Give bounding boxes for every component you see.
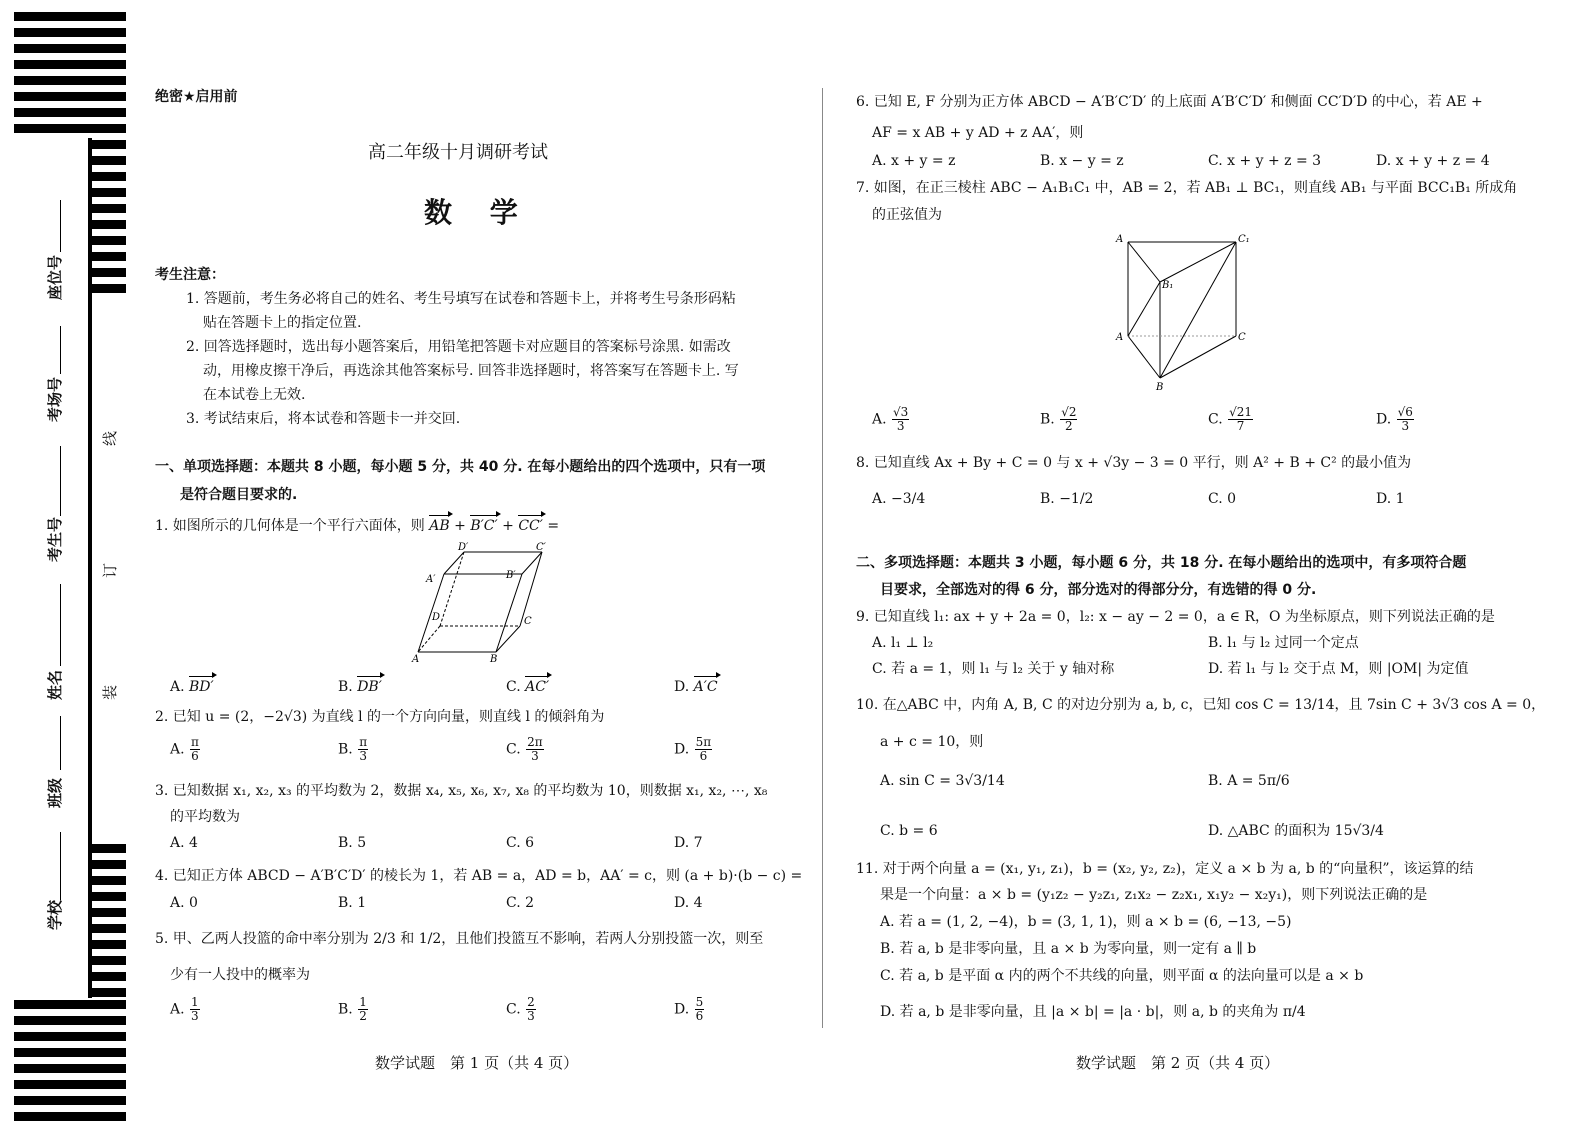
barcode-bar <box>92 972 126 981</box>
q8-option-d[interactable]: D. 1 <box>1376 491 1405 507</box>
barcode-bar <box>92 236 126 245</box>
fill-line <box>60 584 61 666</box>
barcode-bar <box>14 124 126 133</box>
q2-stem: 2. 已知 u = (2，−2√3) 为直线 l 的一个方向向量，则直线 l 的倾斜角为 <box>155 709 605 725</box>
q5-stem: 5. 甲、乙两人投篮的命中率分别为 2/3 和 1/2，且他们投篮互不影响，若两人分别投篮一次，则至 <box>155 931 764 947</box>
parallelepiped-figure <box>408 540 558 664</box>
fill-line <box>60 326 61 374</box>
q4-stem: 4. 已知正方体 ABCD − A′B′C′D′ 的棱长为 1，若 AB = a，AD = b，AA′ = c，则 (a + b)·(b − c) = <box>155 868 803 884</box>
barcode-bar <box>14 1096 126 1105</box>
barcode-bar <box>92 172 126 181</box>
binding-strip <box>0 0 130 1138</box>
q3-option-a[interactable]: A. 4 <box>170 835 198 851</box>
vertex-label: A <box>412 654 420 664</box>
barcode-bar <box>14 76 126 85</box>
vertex-label: B <box>1156 382 1164 393</box>
q11-stem-cont: 果是一个向量：a × b = (y₁z₂ − y₂z₁, z₁x₂ − z₂x₁, x₁y₂ − x₂y₁)，则下列说法正确的是 <box>880 887 1428 903</box>
barcode-bar <box>92 204 126 213</box>
q7-option-a[interactable]: A. $\frac{√3}{3}$ <box>872 405 909 433</box>
barcode-bar <box>92 924 126 933</box>
q11-option-b[interactable]: B. 若 a, b 是非零向量，且 a × b 为零向量，则一定有 a ∥ b <box>880 941 1257 957</box>
q7-option-b[interactable]: B. $\frac{√2}{2}$ <box>1040 405 1077 433</box>
q9-option-d[interactable]: D. 若 l₁ 与 l₂ 交于点 M，则 |OM| 为定值 <box>1208 661 1469 677</box>
q4-option-c[interactable]: C. 2 <box>506 895 535 911</box>
q5-stem-cont: 少有一人投中的概率为 <box>170 967 310 983</box>
note-line: 贴在答题卡上的指定位置. <box>203 315 362 331</box>
q8-stem: 8. 已知直线 Ax + By + C = 0 与 x + √3y − 3 = 0 平行，则 A² + B + C² 的最小值为 <box>856 455 1412 471</box>
vertex-label: C <box>1238 332 1246 343</box>
note-line: 3. 考试结束后，将本试卷和答题卡一并交回. <box>186 411 461 427</box>
barcode-bar <box>14 44 126 53</box>
q5-option-b[interactable]: B. $\frac{1}{2}$ <box>338 995 367 1023</box>
q9-option-a[interactable]: A. l₁ ⊥ l₂ <box>872 635 934 651</box>
q6-option-b[interactable]: B. x − y = z <box>1040 153 1124 169</box>
barcode-bar <box>92 268 126 277</box>
barcode-bar <box>14 92 126 101</box>
q9-stem: 9. 已知直线 l₁: ax + y + 2a = 0，l₂: x − ay − 2 = 0，a ∈ R，O 为坐标原点，则下列说法正确的是 <box>856 609 1495 625</box>
vertex-label: B₁ <box>1162 280 1174 291</box>
q6-option-a[interactable]: A. x + y = z <box>872 153 956 169</box>
q4-option-a[interactable]: A. 0 <box>170 895 198 911</box>
q9-option-b[interactable]: B. l₁ 与 l₂ 过同一个定点 <box>1208 635 1359 651</box>
q6-option-c[interactable]: C. x + y + z = 3 <box>1208 153 1322 169</box>
barcode-bar <box>92 908 126 917</box>
q4-option-b[interactable]: B. 1 <box>338 895 367 911</box>
barcode-bar <box>92 940 126 949</box>
barcode-bar <box>92 252 126 261</box>
barcode-bar <box>14 1032 126 1041</box>
school-label: 学校 <box>46 899 64 930</box>
q9-option-c[interactable]: C. 若 a = 1，则 l₁ 与 l₂ 关于 y 轴对称 <box>872 661 1115 677</box>
footer-page1: 数学试题 第 1 页（共 4 页） <box>375 1054 579 1072</box>
barcode-bar <box>14 12 126 21</box>
q5-option-d[interactable]: D. $\frac{5}{6}$ <box>674 995 704 1023</box>
vertex-label: C₁ <box>1238 234 1250 245</box>
barcode-bar <box>14 1064 126 1073</box>
subject-title: 数 学 <box>424 196 532 229</box>
q7-stem-cont: 的正弦值为 <box>872 207 942 223</box>
barcode-bar <box>92 140 126 149</box>
q10-stem-cont: a + c = 10，则 <box>880 734 984 750</box>
pack-char: 装 <box>101 684 120 701</box>
barcode-bar <box>14 1016 126 1025</box>
q3-option-c[interactable]: C. 6 <box>506 835 535 851</box>
vertex-label: A′ <box>426 574 436 585</box>
q6-stem-cont: AF = x AB + y AD + z AA′，则 <box>872 125 1084 141</box>
note-line: 1. 答题前，考生务必将自己的姓名、考生号填写在试卷和答题卡上，并将考生号条形码粘 <box>186 291 736 307</box>
barcode-bar <box>92 860 126 869</box>
q10-option-d[interactable]: D. △ABC 的面积为 15√3/4 <box>1208 823 1384 839</box>
vertex-label: B <box>490 654 498 664</box>
q1-stem: 1. 如图所示的几何体是一个平行六面体，则 AB + B′C′ + CC′ = <box>155 518 560 534</box>
section1-heading: 一、单项选择题：本题共 8 小题，每小题 5 分，共 40 分. 在每小题给出的四个选项中，只有一项 <box>155 459 766 475</box>
q7-option-c[interactable]: C. $\frac{√21}{7}$ <box>1208 405 1253 433</box>
room-label: 考场号 <box>46 376 64 422</box>
barcode-bar <box>92 844 126 853</box>
q11-option-c[interactable]: C. 若 a, b 是平面 α 内的两个不共线的向量，则平面 α 的法向量可以是 a × b <box>880 968 1364 984</box>
student-no-label: 考生号 <box>46 516 64 562</box>
note-line: 2. 回答选择题时，选出每小题答案后，用铅笔把答题卡对应题目的答案标号涂黑. 如需改 <box>186 339 731 355</box>
bind-char: 订 <box>101 562 120 579</box>
class-label: 班级 <box>46 777 64 808</box>
barcode-bar <box>14 28 126 37</box>
q10-option-c[interactable]: C. b = 6 <box>880 823 938 839</box>
vertex-label: C <box>524 616 532 627</box>
notes-title: 考生注意： <box>155 267 225 283</box>
barcode-bar <box>92 876 126 885</box>
q10-option-a[interactable]: A. sin C = 3√3/14 <box>880 773 1005 789</box>
q7-option-d[interactable]: D. $\frac{√6}{3}$ <box>1376 405 1413 433</box>
barcode-bar <box>92 956 126 965</box>
vertex-label: B′ <box>506 570 516 581</box>
q8-option-c[interactable]: C. 0 <box>1208 491 1237 507</box>
barcode-bar <box>92 156 126 165</box>
barcode-bar <box>14 1080 126 1089</box>
q2-option-b[interactable]: B. $\frac{\pi}{3}$ <box>338 735 368 763</box>
q5-option-c[interactable]: C. $\frac{2}{3}$ <box>506 995 535 1023</box>
barcode-bar <box>14 1112 126 1121</box>
footer-page2: 数学试题 第 2 页（共 4 页） <box>1076 1054 1280 1072</box>
barcode-bar <box>92 220 126 229</box>
q3-option-b[interactable]: B. 5 <box>338 835 367 851</box>
fill-line <box>60 446 61 516</box>
q11-option-d[interactable]: D. 若 a, b 是非零向量，且 |a × b| = |a · b|，则 a, b 的夹角为 π/4 <box>880 1004 1306 1020</box>
q3-option-d[interactable]: D. 7 <box>674 835 703 851</box>
q8-option-a[interactable]: A. −3/4 <box>872 491 926 507</box>
vertex-label: D′ <box>458 542 469 553</box>
confidential-mark: 绝密★启用前 <box>155 89 238 105</box>
q1-option-a[interactable]: A. BD′ <box>170 679 214 695</box>
barcode-bar <box>14 1048 126 1057</box>
q4-option-d[interactable]: D. 4 <box>674 895 703 911</box>
exam-title: 高二年级十月调研考试 <box>368 142 548 163</box>
vertex-label: D <box>432 612 441 623</box>
q2-option-c[interactable]: C. $\frac{2\pi}{3}$ <box>506 735 543 763</box>
seat-label: 座位号 <box>46 254 64 300</box>
q3-stem: 3. 已知数据 x₁, x₂, x₃ 的平均数为 2，数据 x₄, x₅, x₆, x₇, x₈ 的平均数为 10，则数据 x₁, x₂, ⋯, x₈ <box>155 783 768 799</box>
barcode-bar <box>92 988 126 997</box>
fill-line <box>60 832 61 900</box>
q11-stem: 11. 对于两个向量 a = (x₁, y₁, z₁)，b = (x₂, y₂, z₂)，定义 a × b 为 a, b 的“向量积”，该运算的结 <box>856 861 1474 877</box>
q2-option-d[interactable]: D. $\frac{5\pi}{6}$ <box>674 735 712 763</box>
q6-option-d[interactable]: D. x + y + z = 4 <box>1376 153 1490 169</box>
note-line: 在本试卷上无效. <box>203 387 306 403</box>
page-divider <box>822 88 823 1028</box>
fill-line <box>60 716 61 770</box>
barcode-bar <box>92 284 126 293</box>
name-label: 姓名 <box>46 669 64 700</box>
q11-option-a[interactable]: A. 若 a = (1, 2, −4)，b = (3, 1, 1)，则 a × b = (6, −13, −5) <box>880 914 1292 930</box>
q2-option-a[interactable]: A. $\frac{\pi}{6}$ <box>170 735 199 763</box>
q1-option-b[interactable]: B. DB′ <box>338 679 382 695</box>
line-char: 线 <box>101 430 120 447</box>
barcode-bar <box>14 108 126 117</box>
vertex-label: C′ <box>536 542 546 553</box>
q1-option-d[interactable]: D. A′C <box>674 679 718 695</box>
q3-stem-cont: 的平均数为 <box>170 809 240 825</box>
vertex-label: A <box>1116 234 1124 245</box>
q8-option-b[interactable]: B. −1/2 <box>1040 491 1094 507</box>
q5-option-a[interactable]: A. $\frac{1}{3}$ <box>170 995 199 1023</box>
note-line: 动，用橡皮擦干净后，再选涂其他答案标号. 回答非选择题时，将答案写在答题卡上. 写 <box>203 363 739 379</box>
q6-stem: 6. 已知 E, F 分别为正方体 ABCD − A′B′C′D′ 的上底面 A′B′C′D′ 和侧面 CC′D′D 的中心，若 AE + <box>856 94 1483 110</box>
section2-heading: 二、多项选择题：本题共 3 小题，每小题 6 分，共 18 分. 在每小题给出的选项中，有多项符合题 <box>856 555 1467 571</box>
barcode-bar <box>14 60 126 69</box>
q10-stem: 10. 在△ABC 中，内角 A, B, C 的对边分别为 a, b, c，已知 cos C = 13/14，且 7sin C + 3√3 cos A = 0， <box>856 697 1546 713</box>
prism-figure <box>1110 230 1260 394</box>
barcode-bar <box>92 188 126 197</box>
fill-line <box>60 200 61 252</box>
section2-heading-cont: 目要求，全部选对的得 6 分，部分选对的得部分分，有选错的得 0 分. <box>880 582 1317 598</box>
section1-heading-cont: 是符合题目要求的. <box>180 487 298 503</box>
q1-option-c[interactable]: C. AC′ <box>506 679 550 695</box>
barcode-bar <box>14 1000 126 1009</box>
barcode-bar <box>92 892 126 901</box>
vertex-label: A <box>1116 332 1124 343</box>
binding-line <box>88 138 92 998</box>
q7-stem: 7. 如图，在正三棱柱 ABC − A₁B₁C₁ 中，AB = 2，若 AB₁ ⊥ BC₁，则直线 AB₁ 与平面 BCC₁B₁ 所成角 <box>856 180 1518 196</box>
q10-option-b[interactable]: B. A = 5π/6 <box>1208 773 1290 789</box>
